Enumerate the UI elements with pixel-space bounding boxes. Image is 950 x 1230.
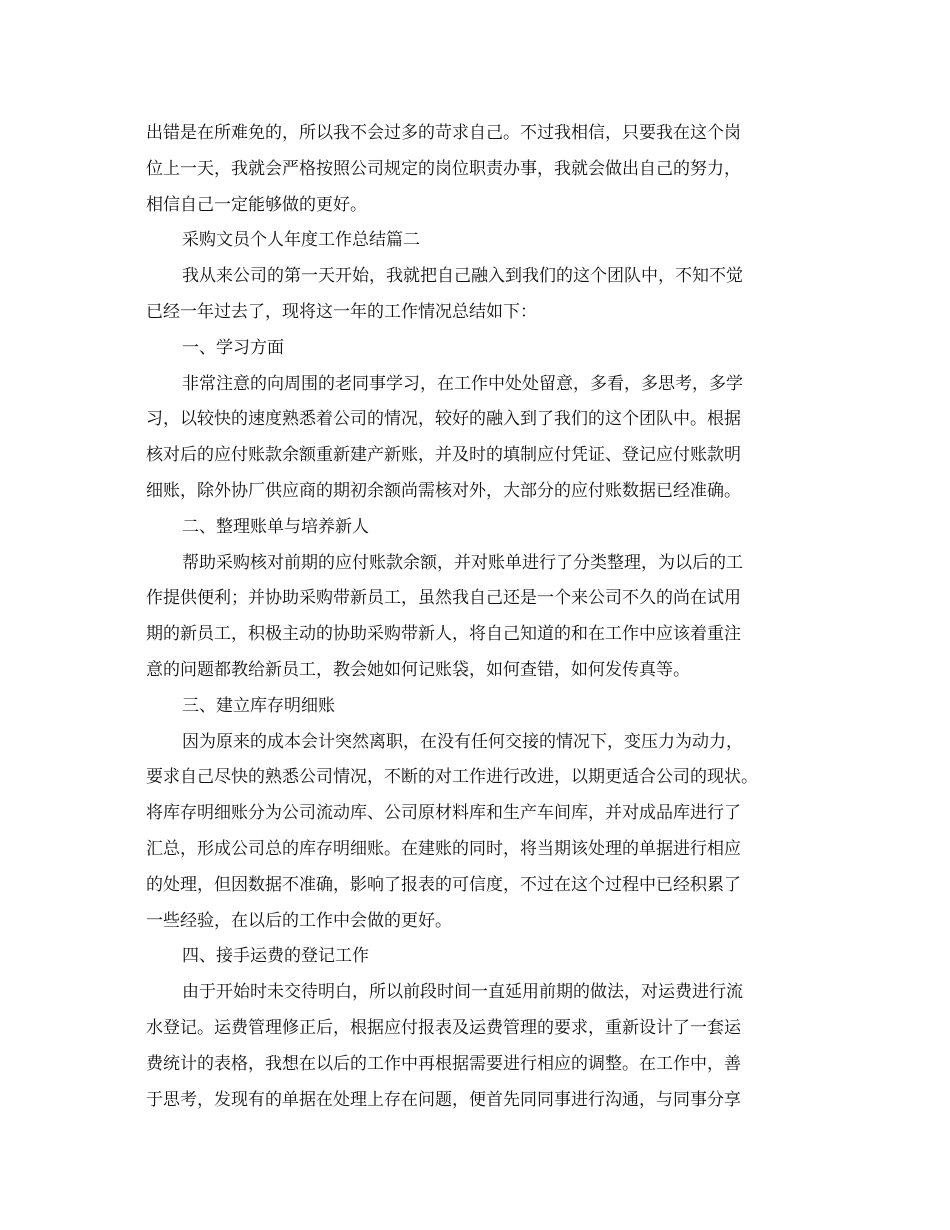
text-line: 我从来公司的第一天开始，我就把自己融入到我们的这个团队中，不知不觉: [182, 266, 743, 287]
text-line: 于思考，发现有的单据在处理上存在问题，便首先同同事进行沟通，与同事分享: [146, 1089, 741, 1110]
text-line: 一些经验，在以后的工作中会做的更好。: [146, 910, 452, 931]
text-line: 意的问题都教给新员工，教会她如何记账袋，如何查错，如何发传真等。: [146, 659, 690, 680]
text-line: 习，以较快的速度熟悉着公司的情况，较好的融入到了我们的这个团队中。根据: [146, 409, 741, 430]
text-line: 三、建立库存明细账: [182, 695, 335, 716]
text-line: 采购文员个人年度工作总结篇二: [182, 230, 420, 251]
text-line: 出错是在所难免的，所以我不会过多的苛求自己。不过我相信，只要我在这个岗: [146, 123, 741, 143]
text-line: 核对后的应付账款余额重新建产新账，并及时的填制应付凭证、登记应付账款明: [146, 445, 741, 466]
text-line: 作提供便利；并协助采购带新员工，虽然我自己还是一个来公司不久的尚在试用: [146, 588, 741, 609]
text-line: 已经一年过去了，现将这一年的工作情况总结如下：: [146, 301, 537, 322]
text-line: 的处理，但因数据不准确，影响了报表的可信度，不过在这个过程中已经积累了: [146, 874, 741, 895]
text-line: 四、接手运费的登记工作: [182, 946, 369, 967]
text-line: 期的新员工，积极主动的协助采购带新人，将自己知道的和在工作中应该着重注: [146, 624, 741, 645]
text-line: 一、学习方面: [182, 337, 284, 358]
text-line: 汇总，形成公司总的库存明细账。在建账的同时，将当期该处理的单据进行相应: [146, 838, 741, 859]
text-line: 水登记。运费管理修正后，根据应付报表及运费管理的要求，重新设计了一套运: [146, 1017, 741, 1038]
text-line: 帮助采购核对前期的应付账款余额，并对账单进行了分类整理，为以后的工: [182, 552, 743, 573]
text-line: 由于开始时未交待明白，所以前段时间一直延用前期的做法，对运费进行流: [182, 982, 743, 1003]
text-line: 相信自己一定能够做的更好。: [146, 194, 367, 215]
text-line: 因为原来的成本会计突然离职，在没有任何交接的情况下，变压力为动力，: [182, 731, 743, 752]
text-line: 要求自己尽快的熟悉公司情况，不断的对工作进行改进，以期更适合公司的现状。: [146, 767, 758, 788]
document-body: [146, 116, 816, 1118]
text-line: 费统计的表格，我想在以后的工作中再根据需要进行相应的调整。在工作中，善: [146, 1053, 741, 1074]
text-line: 非常注意的向周围的老同事学习，在工作中处处留意，多看，多思考，多学: [182, 373, 743, 394]
text-line: 细账，除外协厂供应商的期初余额尚需核对外，大部分的应付账数据已经准确。: [146, 480, 741, 501]
text-line: 位上一天，我就会严格按照公司规定的岗位职责办事，我就会做出自己的努力，: [146, 158, 741, 179]
text-line: 将库存明细账分为公司流动库、公司原材料库和生产车间库，并对成品库进行了: [146, 803, 741, 824]
text-line: 二、整理账单与培养新人: [182, 516, 369, 537]
